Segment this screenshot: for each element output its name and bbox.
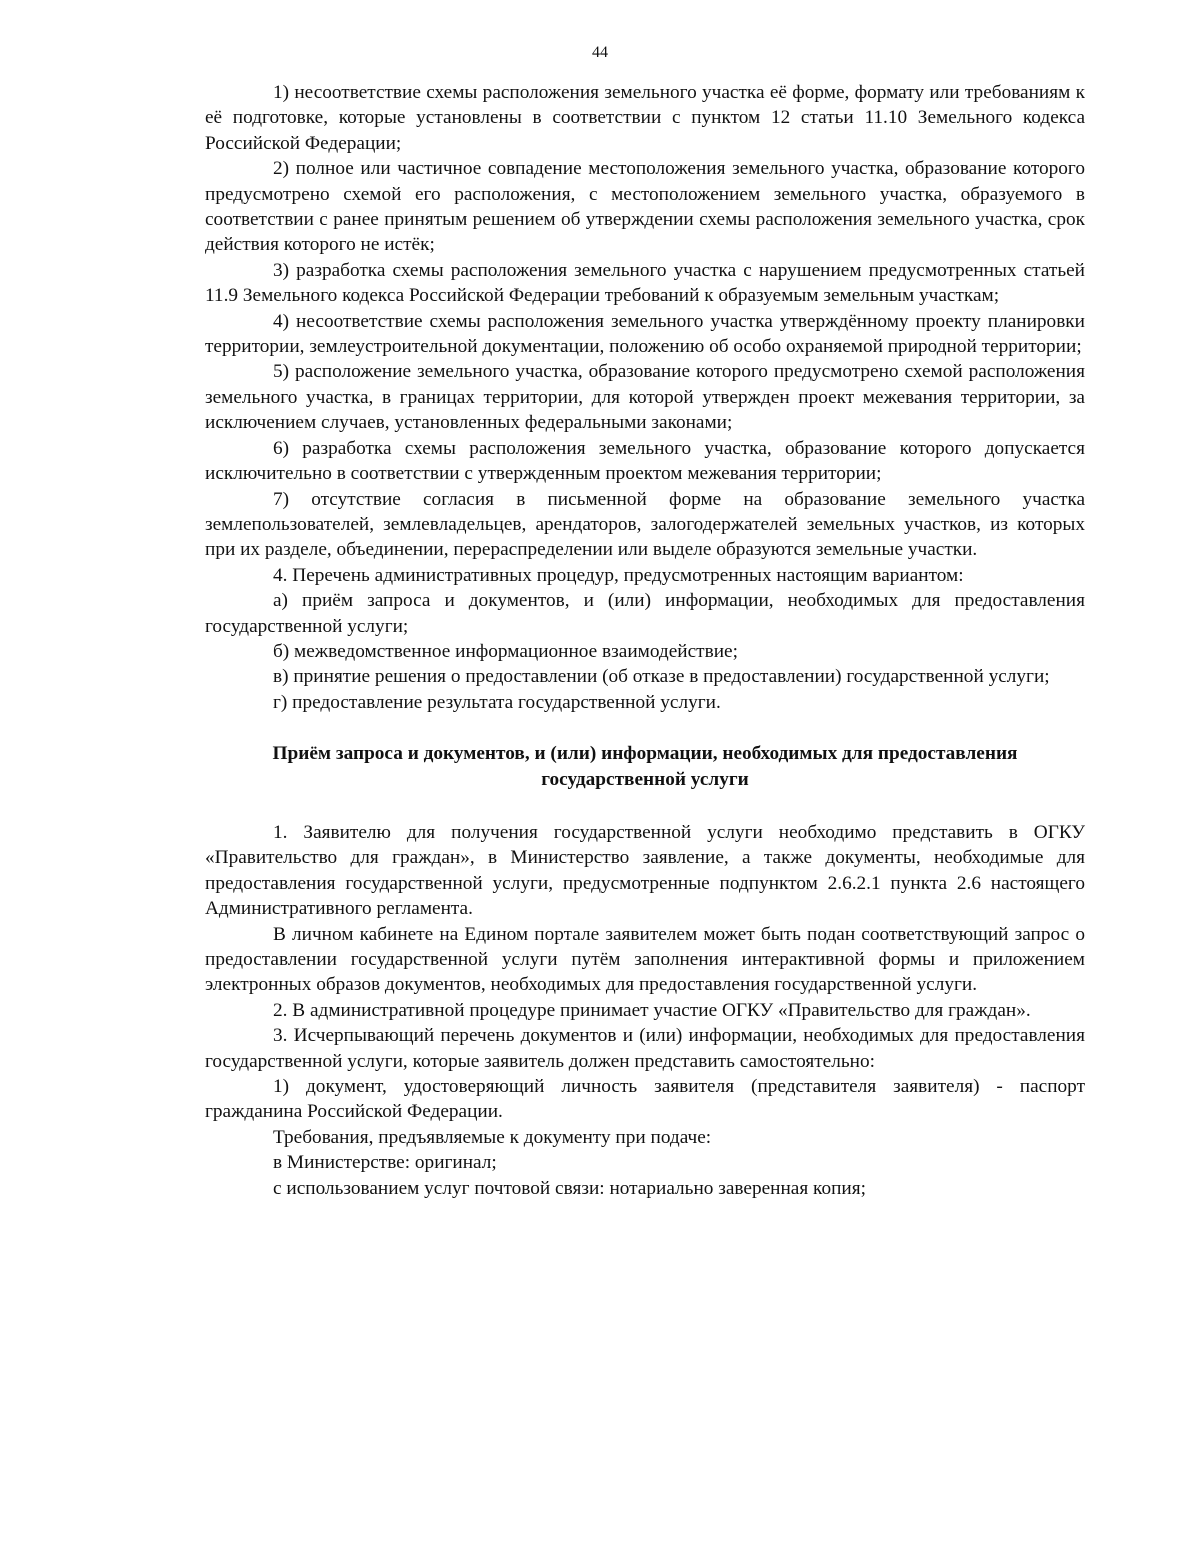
document-body [205, 80, 1085, 1201]
section-heading-line-1: Приём запроса и документов, и (или) информации, необходимых для предоставления [272, 743, 1018, 765]
paragraph-procedure-g: г) предоставление результата государственной услуги. [273, 691, 721, 713]
paragraph-ogku-participation: 2. В административной процедуре принимает участие ОГКУ «Правительство для граждан». [273, 999, 1031, 1021]
paragraph-procedure-b: б) межведомственное информационное взаимодействие; [273, 640, 738, 662]
paragraph-procedure-a: а) приём запроса и документов, и (или) информации, необходимых для предоставления государственной услуги; [205, 590, 1085, 637]
paragraph-personal-cabinet: В личном кабинете на Едином портале заявителем может быть подан соответствующий запрос о предоставлении государственной услуги путём заполнения интерактивной формы и приложением электронных образов документов, необходимых для предоставления государственной услуги. [205, 923, 1085, 996]
paragraph-requirements: Требования, предъявляемые к документу при подаче: [273, 1126, 712, 1148]
paragraph-applicant-submission: 1. Заявителю для получения государственной услуги необходимо представить в ОГКУ «Правительство для граждан», в Министерство заявление, а также документы, необходимые для предоставления государственной услуги, предусмотренные подпунктом 2.6.2.1 пункта 2.6 настоящего Административного регламента. [205, 821, 1085, 920]
paragraph-ministry-original: в Министерстве: оригинал; [273, 1152, 497, 1174]
paragraph-procedures-list: 4. Перечень административных процедур, предусмотренных настоящим вариантом: [273, 564, 964, 586]
paragraph-item-6: 6) разработка схемы расположения земельного участка, образование которого допускается исключительно в соответствии с утвержденным проектом межевания территории; [205, 437, 1085, 485]
paragraph-item-5: 5) расположение земельного участка, образование которого предусмотрено схемой расположения земельного участка, в границах территории, для которой утвержден проект межевания территории, за исключением случаев, установленных федеральными законами; [205, 361, 1085, 434]
paragraph-documents-list: 3. Исчерпывающий перечень документов и (или) информации, необходимых для предоставления государственной услуги, которые заявитель должен представить самостоятельно: [205, 1025, 1085, 1072]
page-number: 44 [592, 44, 608, 61]
section-heading-line-2: государственной услуги [541, 768, 749, 790]
paragraph-item-3: 3) разработка схемы расположения земельного участка с нарушением предусмотренных статьей 11.9 Земельного кодекса Российской Федерации требований к образуемым земельным участкам; [205, 259, 1085, 307]
paragraph-item-1: 1) несоответствие схемы расположения земельного участка её форме, формату или требованиям к её подготовке, которые установлены в соответствии с пунктом 12 статьи 11.10 Земельного кодекса Российской Федерации; [205, 82, 1085, 154]
paragraph-postal-copy: с использованием услуг почтовой связи: нотариально заверенная копия; [273, 1177, 866, 1199]
paragraph-procedure-v: в) принятие решения о предоставлении (об отказе в предоставлении) государственной услуги; [273, 666, 1050, 688]
paragraph-identity-document: 1) документ, удостоверяющий личность заявителя (представителя заявителя) - паспорт гражданина Российской Федерации. [205, 1076, 1085, 1123]
paragraph-item-4: 4) несоответствие схемы расположения земельного участка утверждённому проекту планировки территории, землеустроительной документации, положению об особо охраняемой природной территории; [205, 310, 1085, 358]
paragraph-item-2: 2) полное или частичное совпадение местоположения земельного участка, образование которого предусмотрено схемой его расположения, с местоположением земельного участка, образуемого в соответствии с ранее принятым решением об утверждении схемы расположения земельного участка, срок действия которого не истёк; [205, 158, 1085, 256]
paragraph-item-7: 7) отсутствие согласия в письменной форме на образование земельного участка землепользователей, землевладельцев, арендаторов, залогодержателей земельных участков, из которых при их разделе, объединении, перераспределении или выделе образуются земельные участки. [205, 488, 1085, 561]
